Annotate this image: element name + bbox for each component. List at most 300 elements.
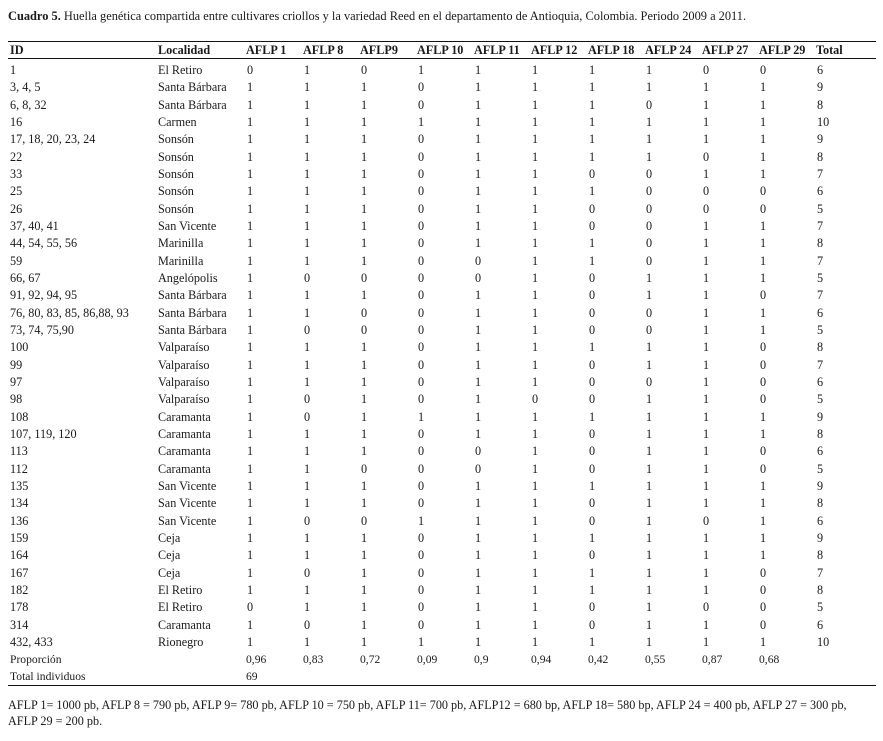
cell-aflp: 1 — [646, 132, 653, 147]
cell-aflp: 1 — [703, 496, 710, 511]
cell-aflp: 1 — [760, 166, 767, 181]
cell-aflp: 1 — [475, 375, 482, 390]
cell-id: 167 — [10, 565, 29, 580]
column-header: AFLP9 — [358, 42, 415, 59]
cell-aflp: 1 — [475, 63, 482, 77]
table-row — [8, 218, 876, 235]
cell-proportion: 0,68 — [759, 653, 780, 667]
cell-aflp: 1 — [532, 270, 539, 285]
cell-total: 7 — [817, 565, 824, 580]
cell-aflp: 1 — [760, 80, 767, 95]
cell-aflp: 1 — [703, 132, 710, 147]
cell-aflp: 1 — [532, 635, 539, 650]
table-row — [8, 599, 876, 616]
cell-aflp: 1 — [589, 531, 596, 546]
cell-id: 44, 54, 55, 56 — [10, 236, 78, 251]
table-row — [8, 530, 876, 547]
cell-id: 97 — [10, 375, 23, 390]
cell-aflp: 0 — [646, 305, 653, 320]
table-row — [8, 374, 876, 391]
cell-aflp: 1 — [475, 427, 482, 442]
cell-aflp: 1 — [589, 583, 596, 598]
column-header: AFLP 1 — [244, 42, 301, 59]
cell-localidad: Sonsón — [158, 132, 194, 147]
cell-aflp: 1 — [304, 218, 311, 233]
cell-aflp: 1 — [646, 548, 653, 563]
cell-aflp: 1 — [304, 496, 311, 511]
cell-aflp: 1 — [304, 427, 311, 442]
cell-total: 6 — [817, 184, 824, 199]
cell-aflp: 1 — [760, 149, 767, 164]
cell-aflp: 0 — [646, 218, 653, 233]
cell-id: 59 — [10, 253, 23, 268]
cell-total: 9 — [817, 409, 824, 424]
cell-aflp: 1 — [589, 479, 596, 494]
cell-id: 91, 92, 94, 95 — [10, 288, 78, 303]
cell-proportion: 0,72 — [360, 653, 381, 667]
cell-aflp: 1 — [703, 218, 710, 233]
cell-localidad: El Retiro — [158, 600, 203, 615]
cell-aflp: 1 — [532, 548, 539, 563]
column-header: AFLP 8 — [301, 42, 358, 59]
cell-aflp: 1 — [247, 149, 254, 164]
cell-aflp: 0 — [361, 461, 368, 476]
cell-aflp: 1 — [703, 80, 710, 95]
table-row — [8, 114, 876, 131]
cell-aflp: 0 — [589, 461, 596, 476]
cell-localidad: Santa Bárbara — [158, 322, 227, 337]
cell-aflp: 1 — [760, 305, 767, 320]
cell-aflp: 1 — [361, 218, 368, 233]
cell-aflp: 1 — [475, 340, 482, 355]
cell-total: 6 — [817, 63, 824, 77]
cell-aflp: 1 — [760, 97, 767, 112]
cell-aflp: 1 — [247, 548, 254, 563]
cell-aflp: 1 — [703, 392, 710, 407]
cell-aflp: 1 — [361, 97, 368, 112]
cell-aflp: 1 — [475, 322, 482, 337]
cell-aflp: 0 — [304, 513, 311, 528]
cell-aflp: 1 — [475, 218, 482, 233]
cell-localidad: Sonsón — [158, 184, 194, 199]
table-row — [8, 617, 876, 634]
table-row — [8, 409, 876, 426]
cell-aflp: 1 — [589, 236, 596, 251]
cell-aflp: 1 — [760, 496, 767, 511]
cell-aflp: 1 — [646, 583, 653, 598]
cell-aflp: 0 — [361, 63, 368, 77]
cell-aflp: 1 — [703, 97, 710, 112]
caption-text: Huella genética compartida entre cultivares criollos y la variedad Reed en el departamento de Antioquia, Colombia. Periodo 2009 a 2011. — [63, 9, 747, 23]
cell-aflp: 1 — [475, 80, 482, 95]
column-header: AFLP 27 — [700, 42, 757, 59]
total-label: Total individuos — [8, 668, 156, 686]
cell-total: 7 — [817, 166, 824, 181]
cell-aflp: 0 — [418, 166, 425, 181]
table-row — [8, 270, 876, 287]
cell-aflp: 1 — [361, 600, 368, 615]
cell-aflp: 1 — [532, 427, 539, 442]
cell-aflp: 0 — [760, 340, 767, 355]
cell-aflp: 0 — [418, 288, 425, 303]
cell-aflp: 1 — [532, 444, 539, 459]
cell-aflp: 1 — [418, 409, 425, 424]
cell-aflp: 0 — [760, 444, 767, 459]
cell-aflp: 1 — [304, 340, 311, 355]
cell-aflp: 1 — [247, 357, 254, 372]
cell-aflp: 1 — [703, 236, 710, 251]
cell-total: 8 — [817, 496, 824, 511]
cell-aflp: 1 — [646, 63, 653, 77]
cell-aflp: 1 — [475, 548, 482, 563]
cell-aflp: 0 — [418, 322, 425, 337]
cell-aflp: 1 — [361, 149, 368, 164]
column-header: AFLP 10 — [415, 42, 472, 59]
cell-aflp: 0 — [418, 80, 425, 95]
cell-aflp: 1 — [703, 340, 710, 355]
cell-aflp: 0 — [589, 218, 596, 233]
cell-total: 7 — [817, 253, 824, 268]
cell-aflp: 1 — [646, 513, 653, 528]
cell-aflp: 0 — [589, 375, 596, 390]
cell-aflp: 1 — [703, 114, 710, 129]
table-row — [8, 252, 876, 269]
cell-aflp: 0 — [703, 513, 710, 528]
cell-total: 7 — [817, 288, 824, 303]
cell-aflp: 1 — [703, 565, 710, 580]
cell-aflp: 1 — [361, 288, 368, 303]
table-row — [8, 131, 876, 148]
cell-aflp: 1 — [532, 80, 539, 95]
cell-localidad: San Vicente — [158, 218, 217, 233]
cell-aflp: 1 — [475, 513, 482, 528]
cell-aflp: 1 — [475, 496, 482, 511]
table-row — [8, 79, 876, 96]
cell-aflp: 1 — [475, 149, 482, 164]
cell-aflp: 1 — [361, 548, 368, 563]
cell-proportion: 0,96 — [246, 653, 267, 667]
cell-localidad: Angelópolis — [158, 270, 218, 285]
cell-aflp: 1 — [247, 392, 254, 407]
cell-aflp: 1 — [532, 253, 539, 268]
cell-aflp: 0 — [589, 357, 596, 372]
cell-aflp: 1 — [304, 375, 311, 390]
cell-aflp: 1 — [361, 114, 368, 129]
cell-aflp: 1 — [247, 496, 254, 511]
cell-aflp: 1 — [532, 565, 539, 580]
cell-aflp: 1 — [760, 270, 767, 285]
cell-aflp: 1 — [418, 114, 425, 129]
cell-aflp: 1 — [760, 635, 767, 650]
cell-aflp: 1 — [760, 114, 767, 129]
cell-aflp: 1 — [304, 184, 311, 199]
cell-aflp: 0 — [760, 461, 767, 476]
cell-id: 108 — [10, 409, 29, 424]
cell-total: 5 — [817, 270, 824, 285]
cell-aflp: 1 — [304, 201, 311, 216]
cell-aflp: 1 — [703, 617, 710, 632]
cell-aflp: 1 — [361, 617, 368, 632]
cell-id: 1 — [10, 63, 17, 77]
cell-aflp: 1 — [247, 253, 254, 268]
cell-aflp: 0 — [418, 184, 425, 199]
cell-aflp: 1 — [361, 635, 368, 650]
table-row — [8, 461, 876, 478]
cell-aflp: 1 — [361, 357, 368, 372]
cell-total: 9 — [817, 531, 824, 546]
cell-id: 100 — [10, 340, 29, 355]
cell-aflp: 1 — [646, 114, 653, 129]
cell-total: 5 — [817, 322, 824, 337]
cell-aflp: 1 — [646, 617, 653, 632]
cell-aflp: 1 — [247, 583, 254, 598]
cell-aflp: 0 — [589, 288, 596, 303]
cell-aflp: 1 — [589, 253, 596, 268]
cell-aflp: 1 — [646, 496, 653, 511]
cell-aflp: 0 — [475, 270, 482, 285]
cell-aflp: 1 — [475, 236, 482, 251]
cell-id: 26 — [10, 201, 23, 216]
cell-aflp: 0 — [418, 583, 425, 598]
cell-id: 99 — [10, 357, 23, 372]
cell-aflp: 1 — [532, 218, 539, 233]
cell-aflp: 1 — [646, 357, 653, 372]
cell-localidad: San Vicente — [158, 479, 217, 494]
cell-aflp: 0 — [418, 565, 425, 580]
cell-aflp: 1 — [760, 427, 767, 442]
cell-aflp: 0 — [589, 322, 596, 337]
cell-total: 8 — [817, 149, 824, 164]
cell-aflp: 1 — [304, 600, 311, 615]
cell-aflp: 1 — [304, 80, 311, 95]
cell-id: 6, 8, 32 — [10, 97, 47, 112]
cell-aflp: 0 — [703, 63, 710, 77]
cell-aflp: 1 — [589, 565, 596, 580]
cell-id: 22 — [10, 149, 23, 164]
cell-aflp: 0 — [361, 322, 368, 337]
cell-aflp: 0 — [418, 531, 425, 546]
cell-aflp: 1 — [532, 531, 539, 546]
cell-aflp: 1 — [418, 513, 425, 528]
cell-aflp: 1 — [703, 479, 710, 494]
cell-id: 134 — [10, 496, 29, 511]
cell-aflp: 1 — [532, 461, 539, 476]
cell-aflp: 0 — [418, 305, 425, 320]
cell-aflp: 0 — [247, 63, 254, 77]
cell-localidad: San Vicente — [158, 513, 217, 528]
cell-proportion: 0,83 — [303, 653, 324, 667]
cell-localidad: Ceja — [158, 565, 181, 580]
cell-aflp: 1 — [247, 635, 254, 650]
cell-aflp: 0 — [418, 427, 425, 442]
cell-aflp: 1 — [304, 635, 311, 650]
cell-total: 8 — [817, 97, 824, 112]
cell-id: 73, 74, 75,90 — [10, 322, 74, 337]
cell-aflp: 1 — [646, 340, 653, 355]
cell-id: 66, 67 — [10, 270, 41, 285]
cell-aflp: 1 — [760, 253, 767, 268]
cell-localidad: Marinilla — [158, 236, 204, 251]
cell-aflp: 0 — [418, 253, 425, 268]
cell-localidad: Valparaíso — [158, 375, 210, 390]
total-value: 69 — [244, 668, 301, 686]
cell-aflp: 1 — [760, 409, 767, 424]
cell-id: 112 — [10, 461, 28, 476]
cell-aflp: 1 — [646, 288, 653, 303]
cell-aflp: 1 — [304, 357, 311, 372]
cell-aflp: 0 — [760, 600, 767, 615]
cell-aflp: 0 — [418, 270, 425, 285]
cell-total: 8 — [817, 427, 824, 442]
table-row — [8, 166, 876, 183]
proportion-label: Proporción — [10, 653, 62, 667]
cell-aflp: 1 — [475, 305, 482, 320]
cell-aflp: 1 — [703, 461, 710, 476]
cell-aflp: 1 — [703, 305, 710, 320]
cell-aflp: 1 — [247, 80, 254, 95]
cell-aflp: 0 — [589, 513, 596, 528]
cell-total: 9 — [817, 132, 824, 147]
cell-proportion: 0,87 — [702, 653, 723, 667]
cell-aflp: 1 — [760, 548, 767, 563]
cell-proportion: 0,9 — [474, 653, 489, 667]
cell-total: 8 — [817, 340, 824, 355]
column-header: AFLP 18 — [586, 42, 643, 59]
cell-aflp: 1 — [361, 132, 368, 147]
table-row — [8, 96, 876, 113]
cell-aflp: 0 — [646, 166, 653, 181]
cell-aflp: 0 — [760, 617, 767, 632]
cell-aflp: 0 — [304, 565, 311, 580]
cell-aflp: 1 — [361, 409, 368, 424]
cell-aflp: 1 — [304, 531, 311, 546]
cell-aflp: 1 — [532, 184, 539, 199]
cell-aflp: 1 — [247, 132, 254, 147]
header-row — [8, 42, 876, 59]
table-row — [8, 391, 876, 408]
cell-proportion: 0,94 — [531, 653, 552, 667]
cell-aflp: 0 — [361, 513, 368, 528]
cell-aflp: 0 — [418, 149, 425, 164]
table-row — [8, 565, 876, 582]
cell-aflp: 1 — [703, 635, 710, 650]
cell-aflp: 1 — [532, 479, 539, 494]
table-row — [8, 426, 876, 443]
cell-total: 9 — [817, 479, 824, 494]
cell-aflp: 1 — [247, 288, 254, 303]
column-header: AFLP 12 — [529, 42, 586, 59]
cell-aflp: 1 — [703, 583, 710, 598]
cell-localidad: Caramanta — [158, 409, 211, 424]
cell-aflp: 1 — [703, 531, 710, 546]
column-header: Total — [814, 42, 876, 59]
cell-aflp: 1 — [247, 236, 254, 251]
cell-localidad: Rionegro — [158, 635, 204, 650]
cell-total: 8 — [817, 236, 824, 251]
cell-aflp: 1 — [361, 80, 368, 95]
cell-aflp: 1 — [247, 444, 254, 459]
cell-localidad: Caramanta — [158, 617, 211, 632]
cell-aflp: 1 — [532, 340, 539, 355]
cell-aflp: 1 — [304, 288, 311, 303]
cell-aflp: 1 — [646, 80, 653, 95]
cell-aflp: 0 — [703, 600, 710, 615]
cell-aflp: 1 — [532, 409, 539, 424]
cell-aflp: 1 — [361, 479, 368, 494]
cell-aflp: 1 — [304, 63, 311, 77]
cell-aflp: 1 — [247, 513, 254, 528]
cell-aflp: 1 — [304, 461, 311, 476]
cell-aflp: 1 — [361, 236, 368, 251]
column-header: Localidad — [156, 42, 244, 59]
cell-total: 5 — [817, 600, 824, 615]
cell-aflp: 0 — [589, 427, 596, 442]
cell-localidad: Ceja — [158, 548, 181, 563]
cell-id: 314 — [10, 617, 29, 632]
cell-aflp: 1 — [304, 114, 311, 129]
cell-aflp: 1 — [589, 132, 596, 147]
cell-aflp: 1 — [589, 63, 596, 77]
cell-aflp: 1 — [646, 635, 653, 650]
cell-total: 6 — [817, 513, 824, 528]
column-header: AFLP 24 — [643, 42, 700, 59]
cell-aflp: 1 — [475, 635, 482, 650]
cell-aflp: 1 — [475, 288, 482, 303]
cell-aflp: 1 — [703, 322, 710, 337]
cell-aflp: 0 — [589, 270, 596, 285]
cell-aflp: 1 — [532, 583, 539, 598]
cell-aflp: 1 — [475, 600, 482, 615]
cell-total: 8 — [817, 583, 824, 598]
cell-aflp: 1 — [589, 80, 596, 95]
cell-aflp: 1 — [475, 357, 482, 372]
cell-id: 178 — [10, 600, 29, 615]
cell-aflp: 0 — [646, 375, 653, 390]
cell-localidad: Sonsón — [158, 166, 194, 181]
cell-aflp: 0 — [475, 444, 482, 459]
cell-aflp: 0 — [247, 600, 254, 615]
cell-aflp: 1 — [589, 340, 596, 355]
cell-aflp: 0 — [703, 201, 710, 216]
cell-aflp: 0 — [304, 409, 311, 424]
cell-aflp: 1 — [247, 114, 254, 129]
total-row — [8, 668, 876, 686]
cell-aflp: 1 — [361, 166, 368, 181]
cell-aflp: 0 — [475, 253, 482, 268]
table-row — [8, 235, 876, 252]
cell-aflp: 1 — [475, 617, 482, 632]
cell-id: 432, 433 — [10, 635, 53, 650]
cell-proportion: 0,55 — [645, 653, 666, 667]
cell-aflp: 1 — [247, 479, 254, 494]
cell-localidad: Valparaíso — [158, 357, 210, 372]
cell-aflp: 1 — [418, 635, 425, 650]
cell-aflp: 1 — [304, 97, 311, 112]
cell-aflp: 1 — [475, 166, 482, 181]
footnote: AFLP 1= 1000 pb, AFLP 8 = 790 pb, AFLP 9= 780 pb, AFLP 10 = 750 pb, AFLP 11= 700 pb, AFLP12 = 680 bp, AFLP 18= 580 bp, AFLP 24 = 400 pb, AFLP 27 = 300 pb, AFLP 29 = 200 pb. — [8, 698, 847, 728]
cell-aflp: 1 — [361, 340, 368, 355]
cell-aflp: 1 — [646, 427, 653, 442]
cell-aflp: 0 — [418, 201, 425, 216]
table-row — [8, 339, 876, 356]
cell-aflp: 1 — [475, 114, 482, 129]
cell-total: 9 — [817, 80, 824, 95]
cell-id: 164 — [10, 548, 29, 563]
cell-aflp: 0 — [760, 184, 767, 199]
cell-total: 8 — [817, 548, 824, 563]
cell-aflp: 1 — [532, 322, 539, 337]
cell-aflp: 1 — [247, 340, 254, 355]
